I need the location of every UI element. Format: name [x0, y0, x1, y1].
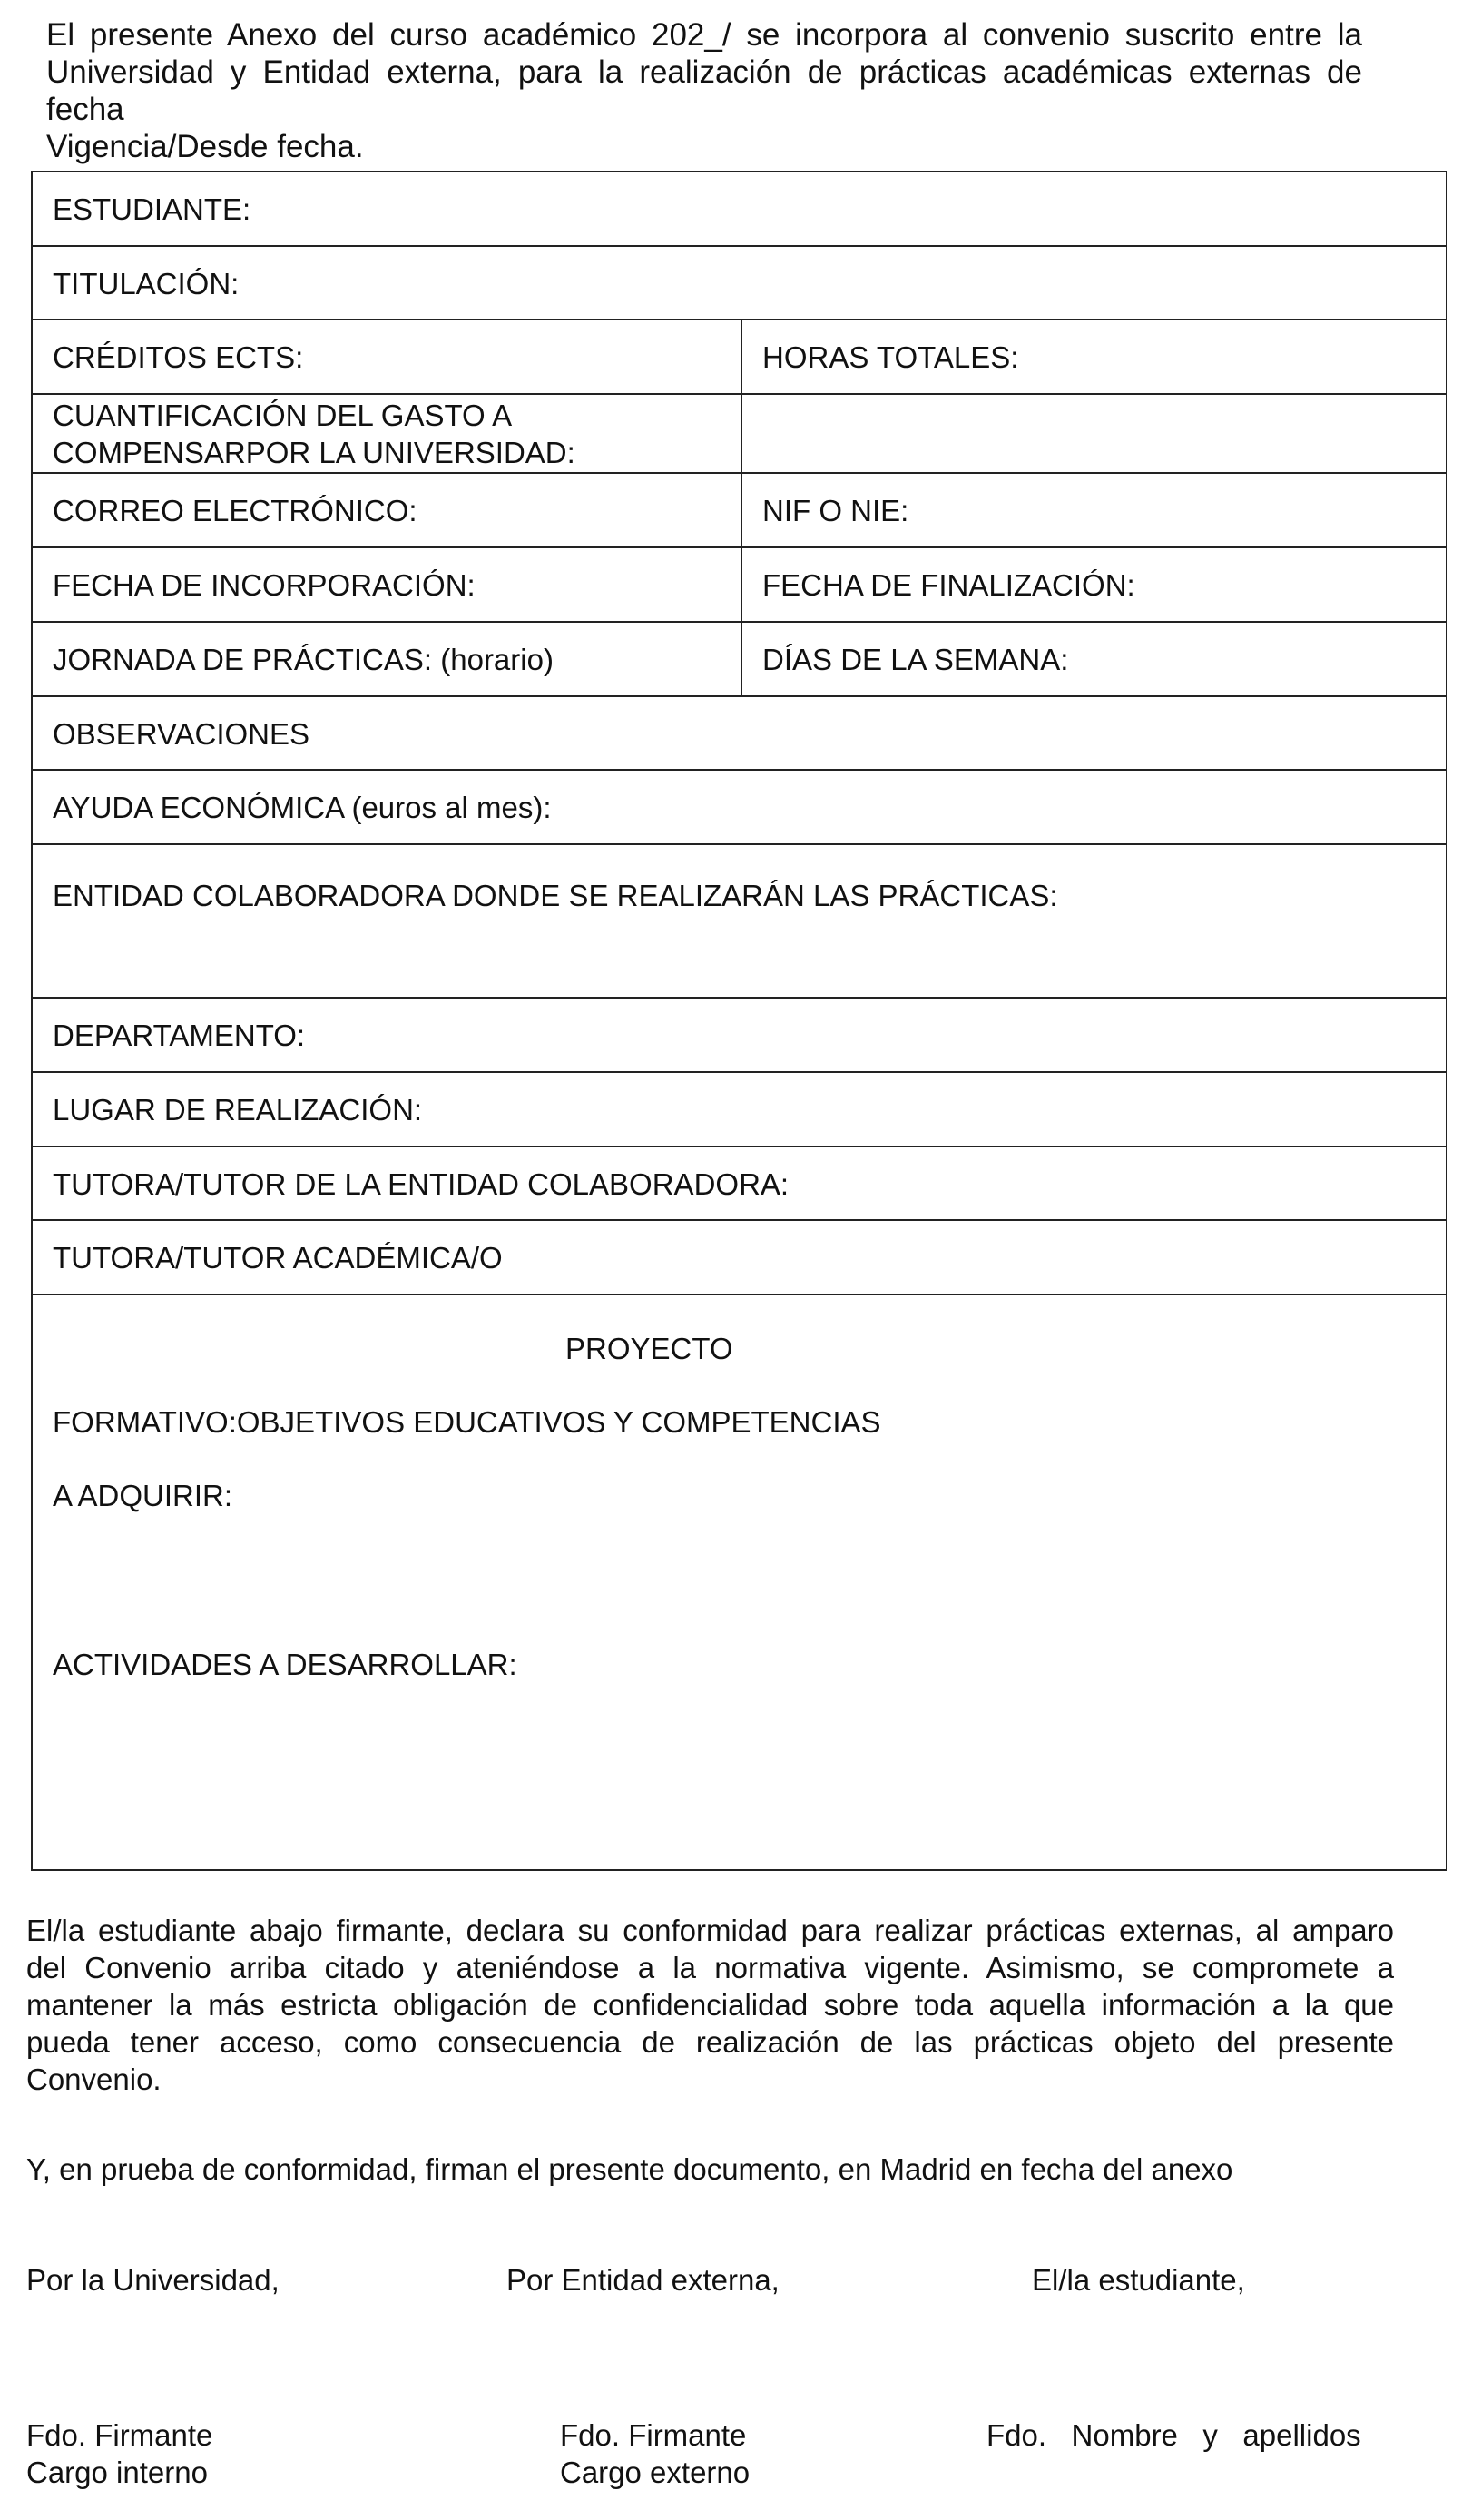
row-departamento: [33, 999, 1446, 1073]
row-tutor-academico: [33, 1221, 1446, 1295]
label-estudiante: ESTUDIANTE:: [53, 192, 251, 226]
signature-entidad-label: Por Entidad externa,: [506, 2263, 780, 2297]
row-creditos-horas: [33, 320, 1446, 395]
intro-line: El presente Anexo del curso académico 202_/ se incorpora al convenio suscrito entre la: [46, 17, 1362, 53]
declaration-line: Convenio.: [26, 2062, 162, 2096]
cell-dias: [741, 623, 1446, 695]
signature-estudiante-label: El/la estudiante,: [1032, 2263, 1245, 2297]
declaration-line: pueda tener acceso, como consecuencia de realización de las prácticas objeto del presente: [26, 2025, 1394, 2059]
label-cuantificacion-2: COMPENSARPOR LA UNIVERSIDAD:: [53, 436, 575, 469]
intro-paragraph: [46, 16, 1362, 165]
label-horas: HORAS TOTALES:: [762, 340, 1019, 374]
signature-universidad-cargo: Cargo interno: [26, 2456, 208, 2489]
label-entidad: ENTIDAD COLABORADORA DONDE SE REALIZARÁN LAS PRÁCTICAS:: [53, 879, 1058, 912]
label-actividades: ACTIVIDADES A DESARROLLAR:: [53, 1648, 517, 1681]
signature-universidad-label: Por la Universidad,: [26, 2263, 280, 2297]
cell-cuantificacion: [33, 395, 741, 472]
row-jornada-dias: [33, 623, 1446, 697]
row-tutor-entidad: [33, 1147, 1446, 1221]
cell-horas: [741, 320, 1446, 393]
label-dias: DÍAS DE LA SEMANA:: [762, 643, 1069, 676]
label-nif: NIF O NIE:: [762, 494, 909, 527]
label-cuantificacion-1: CUANTIFICACIÓN DEL GASTO A: [53, 399, 513, 432]
closing-statement: Y, en prueba de conformidad, firman el presente documento, en Madrid en fecha del anexo: [26, 2152, 1233, 2186]
signature-entidad-fdo: Fdo. Firmante: [560, 2418, 747, 2452]
declaration-paragraph: [26, 1912, 1394, 2098]
declaration-line: El/la estudiante abajo firmante, declara su conformidad para realizar prácticas externas, al amparo: [26, 1914, 1394, 1947]
cell-fecha-finalizacion: [741, 548, 1446, 621]
signature-universidad-fdo: Fdo. Firmante: [26, 2418, 213, 2452]
label-tutor-academico: TUTORA/TUTOR ACADÉMICA/O: [53, 1241, 503, 1275]
label-observaciones: OBSERVACIONES: [53, 717, 310, 751]
label-creditos: CRÉDITOS ECTS:: [53, 340, 304, 374]
row-ayuda: [33, 771, 1446, 845]
row-cuantificacion: [33, 395, 1446, 474]
label-fecha-finalizacion: FECHA DE FINALIZACIÓN:: [762, 568, 1135, 602]
cell-correo: [33, 474, 741, 546]
label-departamento: DEPARTAMENTO:: [53, 1019, 306, 1052]
label-lugar: LUGAR DE REALIZACIÓN:: [53, 1093, 423, 1127]
row-correo-nif: [33, 474, 1446, 548]
cell-creditos: [33, 320, 741, 393]
row-entidad: [33, 845, 1446, 999]
row-fechas: [33, 548, 1446, 623]
cell-nif: [741, 474, 1446, 546]
row-lugar: [33, 1073, 1446, 1147]
practice-form-table: [31, 171, 1447, 1871]
label-proyecto-1: PROYECTO: [565, 1332, 733, 1365]
signature-entidad-cargo: Cargo externo: [560, 2456, 751, 2489]
declaration-line: del Convenio arriba citado y ateniéndose a la normativa vigente. Asimismo, se compromete a: [26, 1951, 1394, 1984]
label-jornada: JORNADA DE PRÁCTICAS: (horario): [53, 643, 554, 676]
row-estudiante: [33, 172, 1446, 247]
label-proyecto-3: A ADQUIRIR:: [53, 1479, 233, 1512]
row-titulacion: [33, 247, 1446, 320]
intro-line: Universidad y Entidad externa, para la realización de prácticas académicas externas de fecha: [46, 54, 1362, 127]
cell-cuantificacion-value: [741, 395, 1446, 472]
cell-fecha-incorporacion: [33, 548, 741, 621]
intro-line: Vigencia/Desde fecha.: [46, 129, 364, 164]
label-proyecto-2: FORMATIVO:OBJETIVOS EDUCATIVOS Y COMPETENCIAS: [53, 1405, 881, 1439]
label-correo: CORREO ELECTRÓNICO:: [53, 494, 417, 527]
cell-jornada: [33, 623, 741, 695]
label-titulacion: TITULACIÓN:: [53, 267, 240, 300]
row-proyecto: [33, 1295, 1446, 1869]
signature-estudiante-fdo: Fdo. Nombre y apellidos: [986, 2418, 1361, 2452]
label-tutor-entidad: TUTORA/TUTOR DE LA ENTIDAD COLABORADORA:: [53, 1167, 790, 1201]
declaration-line: mantener la más estricta obligación de confidencialidad sobre toda aquella información a la que: [26, 1988, 1394, 2022]
label-ayuda: AYUDA ECONÓMICA (euros al mes):: [53, 791, 552, 824]
row-observaciones: [33, 697, 1446, 771]
label-fecha-incorporacion: FECHA DE INCORPORACIÓN:: [53, 568, 476, 602]
